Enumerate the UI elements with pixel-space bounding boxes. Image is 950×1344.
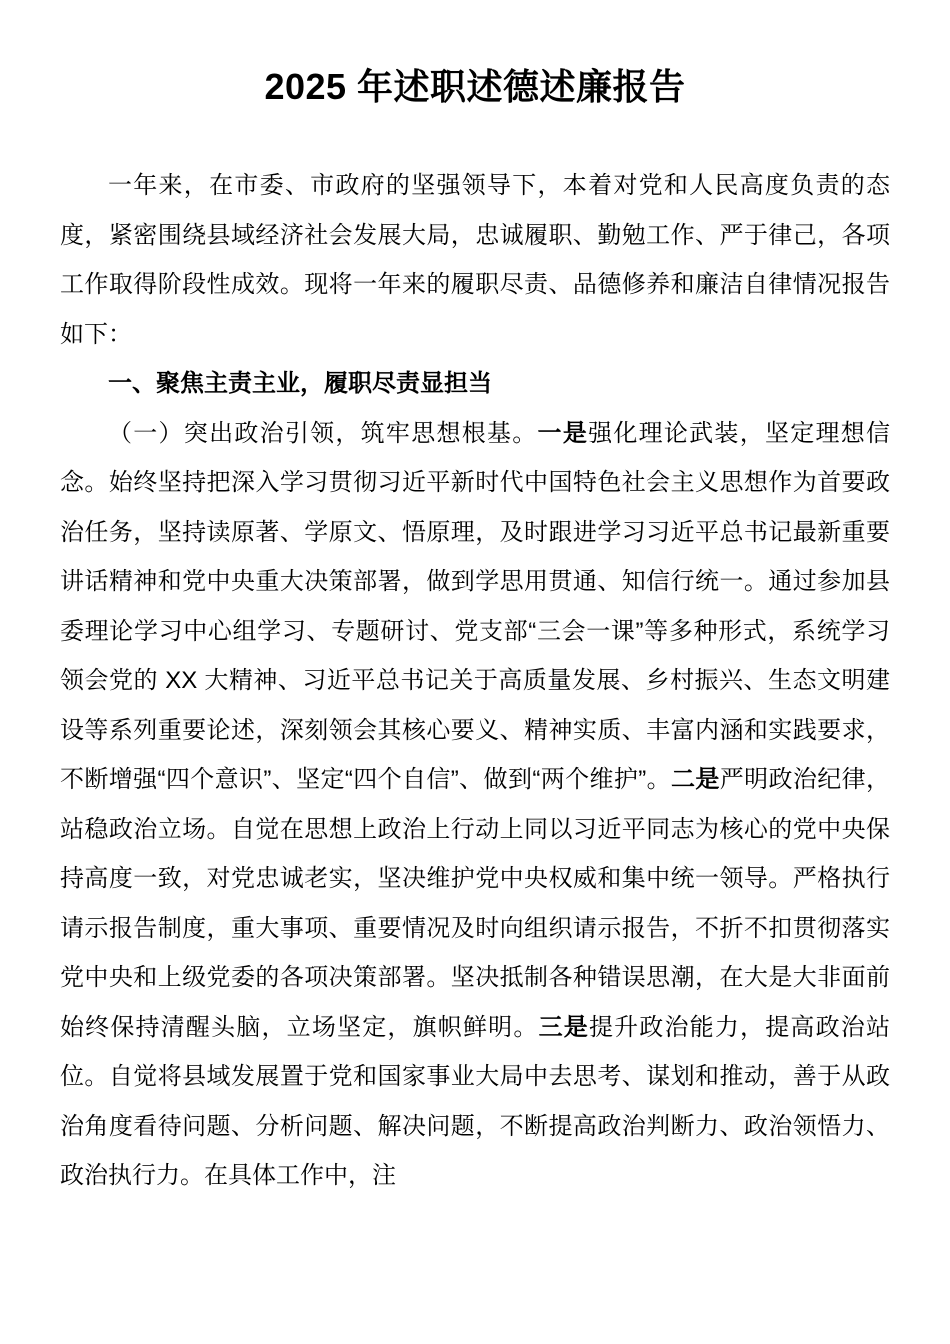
text-run: 强化理论武装，坚定理想信念。始终坚持把深入学习贯彻习近平新时代中国特色社会主义思想作为首要政治任务，坚持读原著、学原文、悟原理，及时跟进学习习近平总书记最新重要讲话精神和党中央重大决策部署，做到学思用贯通、知信行统一。通过参加县委理论学习中心组学习、专题研讨、党支部“三会一课”等多种形式，系统学习领会党的 XX 大精神、习近平总书记关于高质量发展、乡村振兴、生态文明建设等系列重要论述，深刻领会其核心要义、精神实质、丰富内涵和实践要求，不断增强“四个意识”、坚定“四个自信”、做到“两个维护”。 [60,419,891,793]
text-run: 严明政治纪律，站稳政治立场。自觉在思想上政治上行动上同以习近平同志为核心的党中央保持高度一致，对党忠诚老实，坚决维护党中央权威和集中统一领导。严格执行请示报告制度，重大事项、重要情况及时向组织请示报告，不折不扣贯彻落实党中央和上级党委的各项决策部署。坚决抵制各种错误思潮，在大是大非面前始终保持清醒头脑，立场坚定，旗帜鲜明。 [60,766,891,1041]
bold-text-run: 三是 [538,1013,589,1041]
document-title: 2025 年述职述德述廉报告 [264,66,686,107]
section-heading [60,359,890,409]
document-body [60,161,890,1201]
paragraph-3 [60,409,890,1201]
bold-text-run: 一是 [537,419,589,447]
paragraph-1 [60,161,890,359]
text-run: 一年来，在市委、市政府的坚强领导下，本着对党和人民高度负责的态度，紧密围绕县域经济社会发展大局，忠诚履职、勤勉工作、严于律己，各项工作取得阶段性成效。现将一年来的履职尽责、品德修养和廉洁自律情况报告如下： [60,172,890,348]
bold-text-run: 二是 [670,766,720,793]
bold-text-run: 一、聚焦主责主业，履职尽责显担当 [108,370,492,397]
text-run: 提升政治能力，提高政治站位。自觉将县域发展置于党和国家事业大局中去思考、谋划和推动，善于从政治角度看待问题、分析问题、解决问题，不断提高政治判断力、政治领悟力、政治执行力。在具体工作中，注 [60,1013,890,1189]
text-run: （一）突出政治引领，筑牢思想根基。 [108,419,538,447]
